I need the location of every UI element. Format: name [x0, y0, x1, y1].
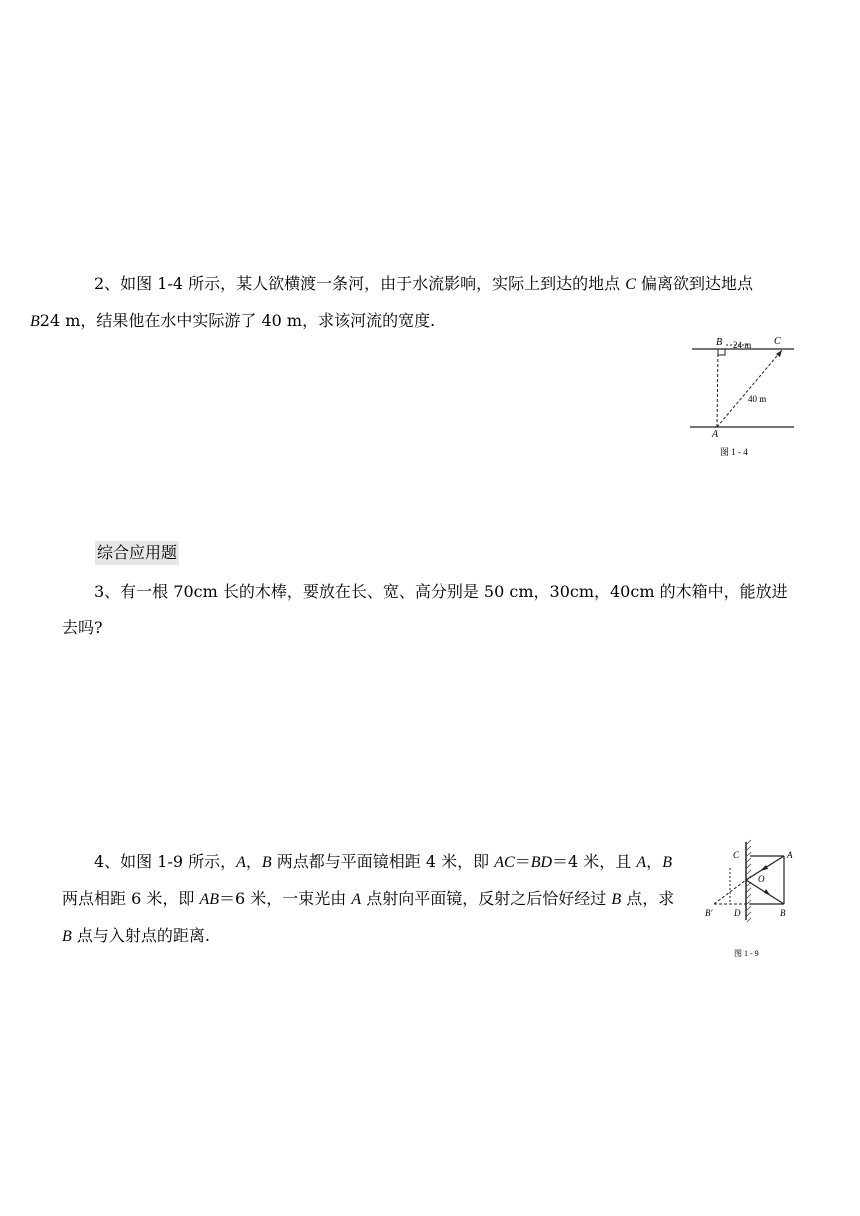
- problem-3-text: 3、有一根 70cm 长的木棒，要放在长、宽、高分别是 50 cm，30cm，40cm 的木箱中，能放进去吗?: [62, 582, 788, 637]
- label-a: A: [787, 850, 793, 860]
- segment-bd: BD: [530, 854, 553, 871]
- segment-ac: [717, 350, 782, 427]
- label-b-prime: B′: [705, 908, 713, 918]
- segment-ab: [717, 349, 718, 427]
- figure-caption: 图 1 - 9: [734, 949, 759, 958]
- point-b: B: [62, 928, 72, 945]
- problem-4-part: 4、如图 1-9 所示，: [94, 852, 237, 871]
- point-b: B: [611, 891, 622, 908]
- problem-2-part: 24 m，结果他在水中实际游了 40 m，求该河流的宽度.: [39, 311, 436, 330]
- section-heading: 综合应用题: [95, 541, 179, 565]
- point-a: A: [636, 854, 647, 871]
- problem-4-part: 点与入射点的距离.: [71, 926, 210, 945]
- problem-4-part: ＝6 米，一束光由: [219, 889, 352, 908]
- point-b: B: [662, 854, 672, 871]
- point-b-label: B: [30, 313, 40, 330]
- label-b: B: [716, 337, 723, 348]
- label-c: C: [774, 336, 781, 347]
- right-angle-mark: [718, 349, 725, 355]
- label-b: B: [780, 908, 786, 918]
- arrow-head: [760, 865, 768, 871]
- label-c: C: [733, 850, 740, 860]
- problem-4-part: ，: [646, 852, 663, 871]
- problem-4-part: 两点都与平面镜相距 4 米，即: [271, 852, 495, 871]
- point-b: B: [261, 854, 272, 871]
- problem-4-part: ，: [245, 852, 262, 871]
- label-bc-distance: 24 m: [733, 340, 752, 350]
- point-a: A: [236, 854, 246, 871]
- problem-2-part: 2、如图 1-4 所示，某人欲横渡一条河，由于水流影响，实际上到达的地点: [94, 274, 626, 293]
- problem-4-text: [62, 844, 682, 955]
- label-o: O: [758, 874, 765, 884]
- problem-2-part: 偏离欲到达地点: [635, 274, 753, 293]
- problem-4-part: 点，求: [621, 889, 675, 908]
- point-a: A: [351, 891, 362, 908]
- figure-1-9: [700, 838, 810, 962]
- label-d: D: [734, 908, 741, 918]
- figure-caption: 图 1 - 4: [720, 447, 748, 457]
- problem-4-part: 两点相距 6 米，即: [62, 889, 200, 908]
- segment-ab: AB: [199, 891, 219, 908]
- problem-4-part: 点射向平面镜，反射之后恰好经过: [361, 889, 612, 908]
- problem-4-part: ＝: [514, 852, 531, 871]
- point-c-label: C: [625, 276, 636, 293]
- figure-1-4: [686, 334, 798, 460]
- segment-ac: AC: [494, 854, 515, 871]
- label-a: A: [712, 429, 719, 440]
- problem-2-text: [30, 266, 802, 340]
- problem-4-part: ＝4 米，且: [552, 852, 637, 871]
- arrow-head: [764, 889, 770, 895]
- label-ac-distance: 40 m: [748, 394, 767, 404]
